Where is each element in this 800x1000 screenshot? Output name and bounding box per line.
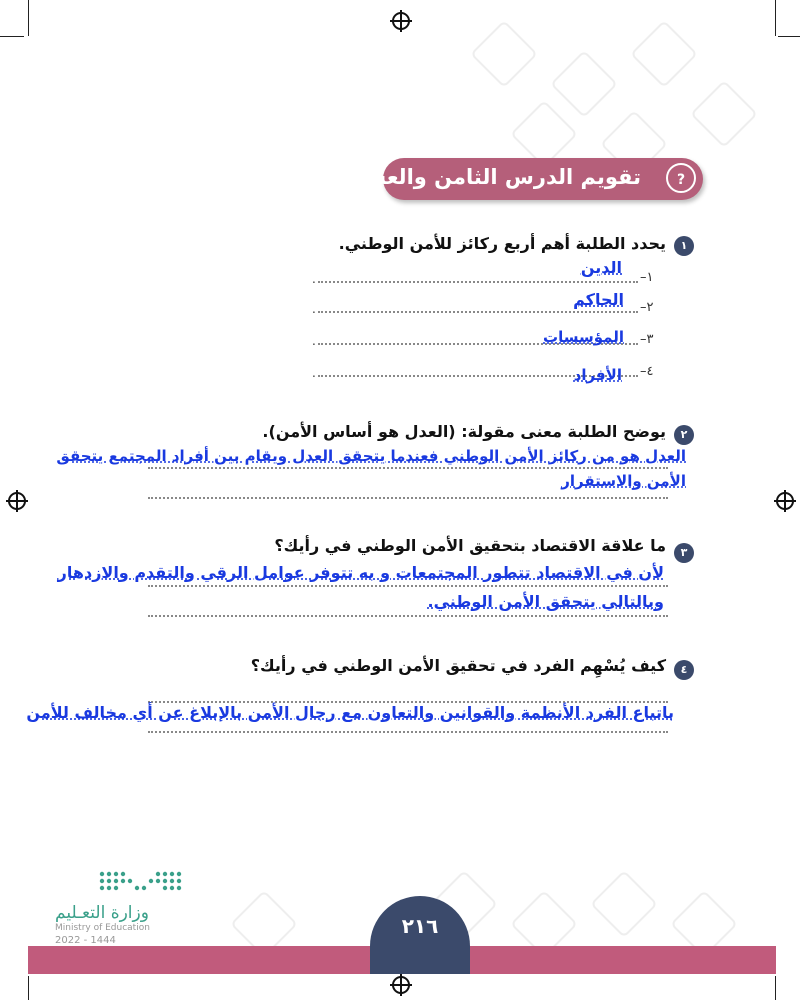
question-text: يحدد الطلبة أهم أربع ركائز للأمن الوطني. — [338, 234, 666, 253]
registration-mark — [392, 976, 410, 994]
crop-mark — [0, 36, 24, 37]
answer-line — [148, 614, 668, 617]
ministry-name: وزارة التعـليم — [55, 903, 149, 923]
answer-line — [148, 730, 668, 733]
handwritten-answer: وبالتالي يتحقق الأمن الوطني. — [427, 592, 664, 611]
handwritten-answer: الحاكم — [573, 290, 624, 309]
answer-line — [148, 466, 668, 469]
lesson-evaluation-banner — [325, 158, 703, 200]
background-diamond — [470, 20, 538, 88]
background-diamond — [590, 870, 658, 938]
item-label: ٤– — [640, 364, 654, 379]
question-text: يوضح الطلبة معنى مقولة: (العدل هو أساس الأمن). — [262, 422, 666, 441]
question-text: كيف يُسْهِم الفرد في تحقيق الأمن الوطني في رأيك؟ — [250, 656, 666, 675]
answer-line — [318, 310, 638, 313]
handwritten-answer: الدين — [580, 258, 622, 277]
question-number-badge: ٤ — [674, 660, 694, 680]
registration-mark — [776, 492, 794, 510]
end-dot: . — [312, 272, 316, 286]
crop-mark — [775, 976, 776, 1000]
end-dot: . — [312, 302, 316, 316]
handwritten-answer: الأمن والاستقرار — [561, 472, 686, 490]
crop-mark — [28, 0, 29, 36]
background-diamond — [550, 50, 618, 118]
answer-line — [148, 496, 668, 499]
registration-mark — [392, 12, 410, 30]
item-label: ١– — [640, 270, 654, 285]
question-number-badge: ٢ — [674, 425, 694, 445]
item-label: ٣– — [640, 332, 654, 347]
end-dot: . — [312, 366, 316, 380]
registration-mark — [8, 492, 26, 510]
background-diamond — [690, 80, 758, 148]
ministry-english-name: Ministry of Education — [55, 923, 150, 933]
answer-line — [318, 280, 638, 283]
end-dot: . — [312, 334, 316, 348]
edition-year: 2022 - 1444 — [55, 935, 116, 946]
crop-mark — [778, 36, 800, 37]
crop-mark — [28, 976, 29, 1000]
handwritten-answer: الأفراد — [573, 366, 622, 384]
page-number: ٢١٦ — [401, 914, 439, 938]
question-number-badge: ٣ — [674, 543, 694, 563]
question-head-icon: ? — [666, 163, 696, 193]
answer-line — [148, 584, 668, 587]
handwritten-answer: لأن في الاقتصاد تتطور المجتمعات و به تتوفر عوامل الرقي والتقدم والازدهار — [57, 563, 664, 582]
background-diamond — [630, 20, 698, 88]
question-number-badge: ١ — [674, 236, 694, 256]
handwritten-answer: المؤسسات — [543, 328, 624, 346]
item-label: ٢– — [640, 300, 654, 315]
handwritten-answer: العدل هو من ركائز الأمن الوطني فعندما يتحقق العدل ويقام بين أفراد المجتمع يتحقق — [56, 447, 686, 465]
crop-mark — [775, 0, 776, 36]
ministry-logo-icon — [98, 870, 188, 896]
handwritten-answer: باتباع الفرد الأنظمة والقوانين والتعاون مع رجال الأمن بالإبلاغ عن أي مخالف للأمن — [26, 703, 674, 722]
page-title: تقويم الدرس الثامن والعشرين — [325, 165, 641, 189]
question-text: ما علاقة الاقتصاد بتحقيق الأمن الوطني في رأيك؟ — [274, 536, 666, 555]
